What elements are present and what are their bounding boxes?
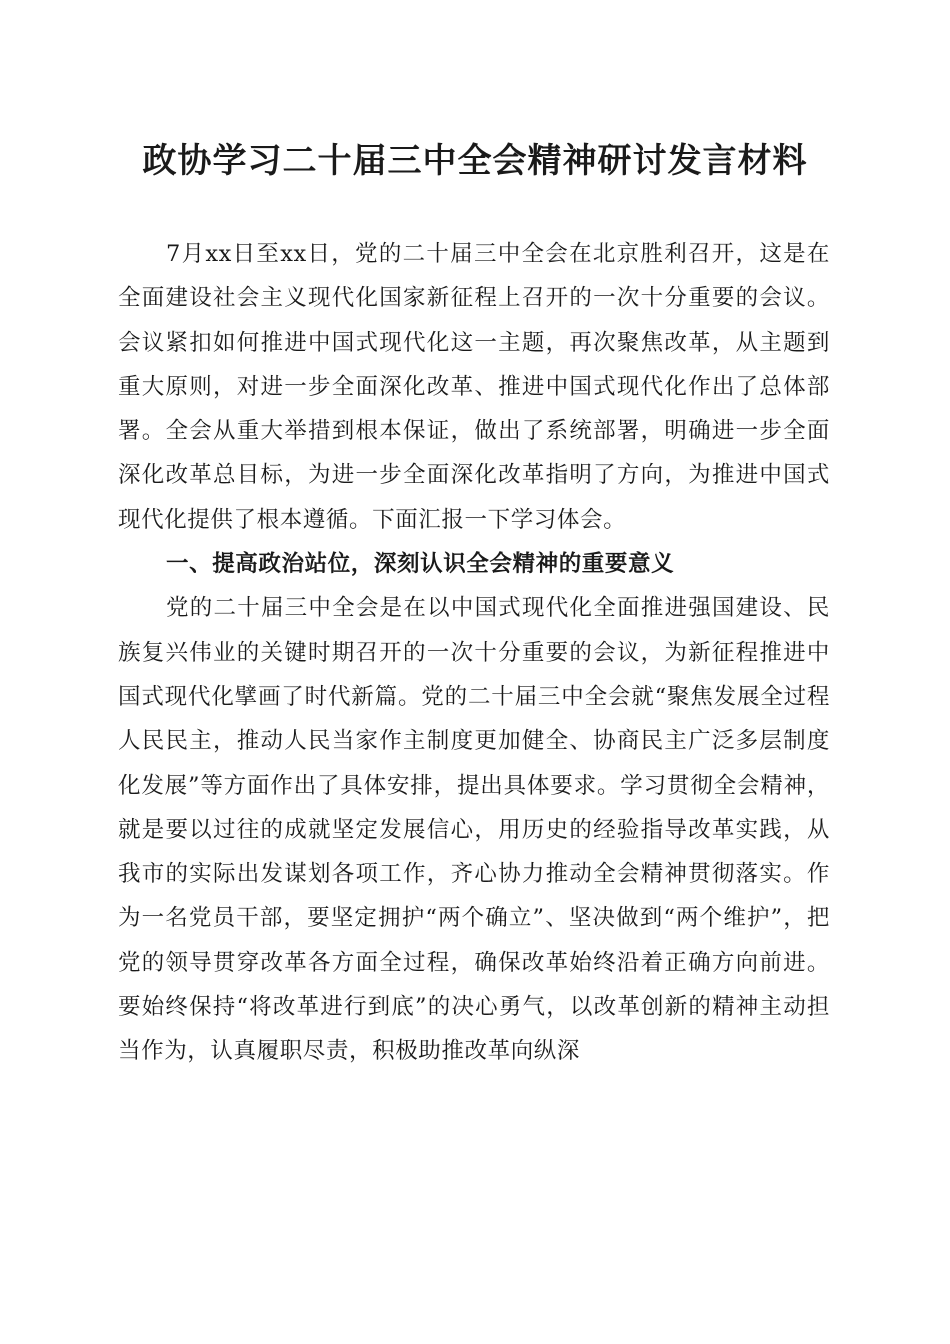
document-title: 政协学习二十届三中全会精神研讨发言材料 xyxy=(142,141,808,181)
section-heading: 一、提高政治站位，深刻认识全会精神的重要意义 xyxy=(166,551,675,578)
document-body xyxy=(118,232,830,1074)
section-paragraph: 党的二十届三中全会是在以中国式现代化全面推进强国建设、民族复兴伟业的关键时期召开的一次十分重要的会议，为新征程推进中国式现代化擘画了时代新篇。党的二十届三中全会就“聚焦发展全过程人民民主，推动人民当家作主制度更加健全、协商民主广泛多层制度化发展”等方面作出了具体安排，提出具体要求。学习贯彻全会精神，就是要以过往的成就坚定发展信心，用历史的经验指导改革实践，从我市的实际出发谋划各项工作，齐心协力推动全会精神贯彻落实。作为一名党员干部，要坚定拥护“两个确立”、坚决做到“两个维护”，把党的领导贯穿改革各方面全过程，确保改革始终沿着正确方向前进。要始终保持“将改革进行到底”的决心勇气，以改革创新的精神主动担当作为，认真履职尽责，积极助推改革向纵深 xyxy=(118,595,830,1065)
intro-paragraph: 7月xx日至xx日，党的二十届三中全会在北京胜利召开，这是在全面建设社会主义现代化国家新征程上召开的一次十分重要的会议。会议紧扣如何推进中国式现代化这一主题，再次聚焦改革，从主题到重大原则，对进一步全面深化改革、推进中国式现代化作出了总体部署。全会从重大举措到根本保证，做出了系统部署，明确进一步全面深化改革总目标，为进一步全面深化改革指明了方向，为推进中国式现代化提供了根本遵循。下面汇报一下学习体会。 xyxy=(118,241,830,533)
